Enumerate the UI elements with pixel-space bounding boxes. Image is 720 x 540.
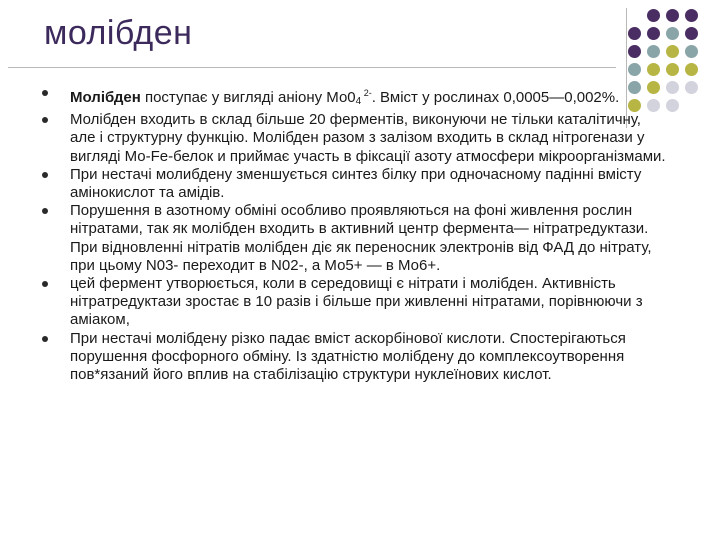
item-superscript: 2- bbox=[361, 88, 372, 98]
item-text: . Вміст у рослинах 0,0005—0,002%. bbox=[371, 89, 620, 106]
list-item bbox=[40, 166, 670, 202]
item-text: цей фермент утворюється, коли в середовищі є нітрати і молібден. Активність нітратредуктази зростає в 10 разів і більше при живленні нітратами, порівнюючи з аміаком, bbox=[70, 275, 643, 329]
bullet-icon bbox=[42, 117, 48, 123]
dot-lavender bbox=[685, 81, 698, 94]
dot-olive bbox=[666, 63, 679, 76]
list-item bbox=[40, 275, 670, 330]
dot-teal bbox=[666, 27, 679, 40]
item-bold-term: Молібден bbox=[70, 89, 141, 106]
horizontal-divider bbox=[8, 67, 616, 68]
dot-purple bbox=[666, 9, 679, 22]
bullet-icon bbox=[42, 336, 48, 342]
bullet-icon bbox=[42, 208, 48, 214]
item-text: При нестачі молібдену різко падає вміст аскорбінової кислоти. Спостерігаються порушення фосфорного обміну. Із здатністю молібдену до комплексоутворення пов*язаний його вплив на стабілізацію структури нуклеїнових кислот. bbox=[70, 329, 626, 384]
bullet-icon bbox=[42, 90, 48, 96]
slide-title: молібден bbox=[44, 14, 193, 52]
item-text: При нестачі молибдену зменшується синтез білку при одночасному падінні вмісту амінокислот та амідів. bbox=[70, 165, 642, 202]
list-item bbox=[40, 84, 670, 111]
bullet-list bbox=[40, 84, 670, 384]
item-text: Порушення в азотному обміні особливо проявляються на фоні живлення рослин нітратами, так як молібден входить в активний центр фермента— нітратредуктази. При відновленні нітратів молібден діє як переносник электронів від ФАД до нітрату, при цьому N03- переходит в N02-, а Мо5+ — в Мо6+. bbox=[70, 202, 652, 274]
dot-purple bbox=[647, 9, 660, 22]
item-text: Молібден входить в склад більше 20 ферментів, виконуючи не тільки каталітичну, але і структурну функцію. Молібден разом з залізом входить в склад нітрогенази у вигляді Мо-Fe-белок и приймає участь в фіксації азоту атмосфери мікроорганізмами. bbox=[70, 111, 666, 165]
dot-purple bbox=[628, 27, 641, 40]
dot-olive bbox=[647, 63, 660, 76]
item-text: поступає у вигляді аніону Мо0 bbox=[140, 89, 356, 106]
bullet-icon bbox=[42, 172, 48, 178]
bullet-icon bbox=[42, 281, 48, 287]
dot-purple bbox=[685, 27, 698, 40]
dot-teal bbox=[628, 63, 641, 76]
item-subscript: 4 bbox=[355, 96, 362, 107]
dot-purple bbox=[628, 45, 641, 58]
dot-purple bbox=[647, 27, 660, 40]
list-item bbox=[40, 202, 670, 275]
dot-purple bbox=[685, 9, 698, 22]
dot-olive bbox=[685, 63, 698, 76]
list-item bbox=[40, 111, 670, 166]
dot-teal bbox=[647, 45, 660, 58]
dot-teal bbox=[685, 45, 698, 58]
dot-olive bbox=[666, 45, 679, 58]
list-item bbox=[40, 330, 670, 385]
